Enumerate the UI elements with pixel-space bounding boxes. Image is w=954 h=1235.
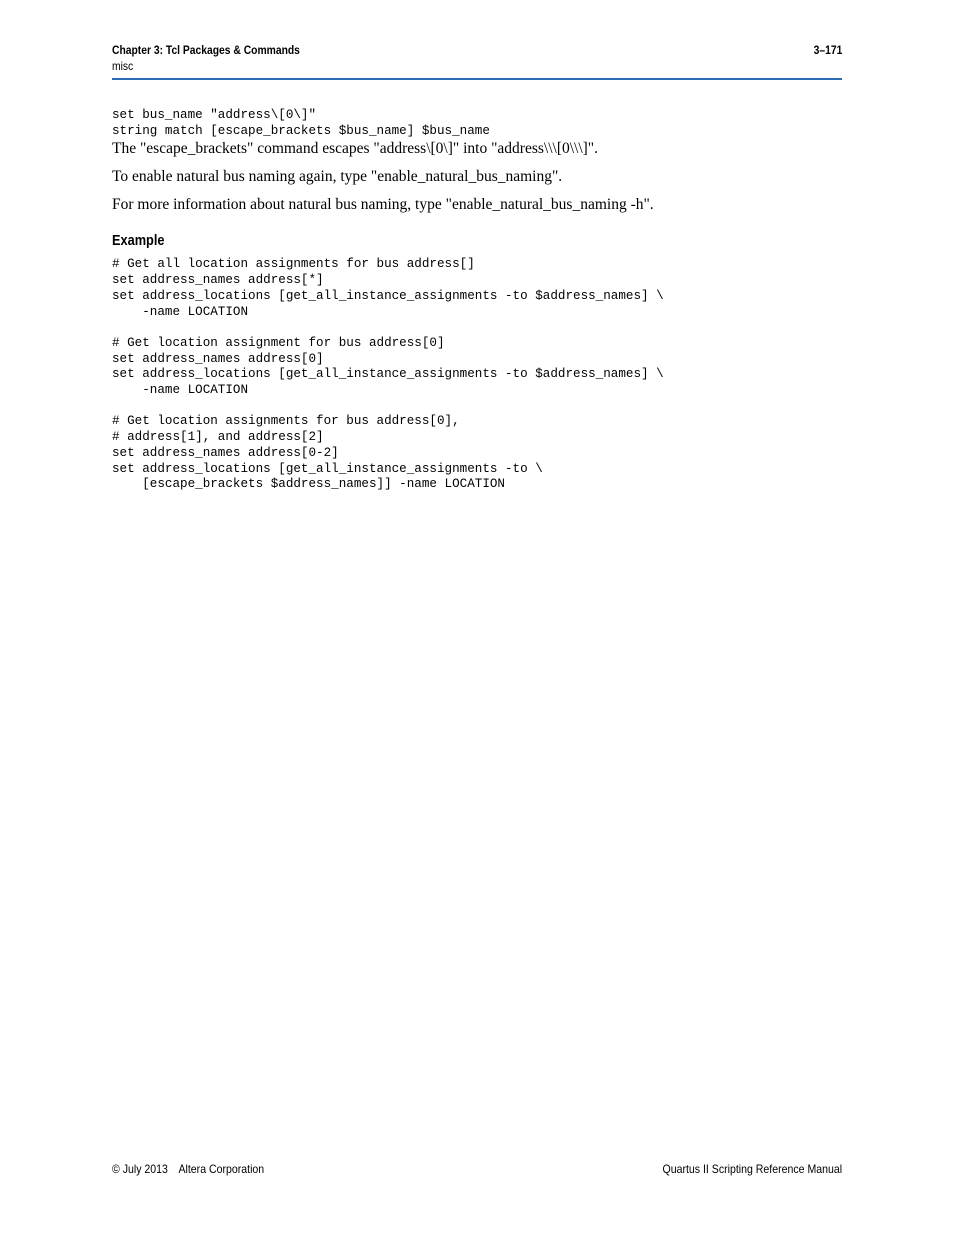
page-number: 3–171 [813,43,842,57]
footer-date: © July 2013 [112,1162,168,1176]
footer-manual-title: Quartus II Scripting Reference Manual [662,1162,842,1176]
paragraph-more-information: For more information about natural bus naming, type "enable_natural_bus_naming -h". [112,196,654,214]
example-heading: Example [112,233,165,250]
paragraph-escape-brackets: The "escape_brackets" command escapes "address\[0\]" into "address\\\[0\\\]". [112,140,599,158]
page-content [112,108,842,493]
code-block-example: # Get all location assignments for bus address[] set address_names address[*] set address_locations [get_all_instance_assignments -to $address_names] \ -name LOCATION # Get location assignment for bus address[0] set address_names address[0] set address_locations [get_all_instance_assignments -to $address_names] \ -name LOCATION # Get location assignments for bus address[0], # address[1], and address[2] set address_names address[0-2] set address_locations [get_all_instance_assignments -to \ [escape_brackets $address_names]] -name LOCATION [112,257,664,492]
paragraph-enable-natural-naming: To enable natural bus naming again, type "enable_natural_bus_naming". [112,168,563,186]
page-header [112,42,842,80]
code-block-escape-example: set bus_name "address\[0\]" string match [escape_brackets $bus_name] $bus_name [112,108,490,138]
section-name: misc [112,59,134,73]
page-footer [112,1161,842,1179]
footer-company: Altera Corporation [178,1162,265,1176]
chapter-title: Chapter 3: Tcl Packages & Commands [112,43,300,57]
footer-copyright [112,1161,264,1177]
